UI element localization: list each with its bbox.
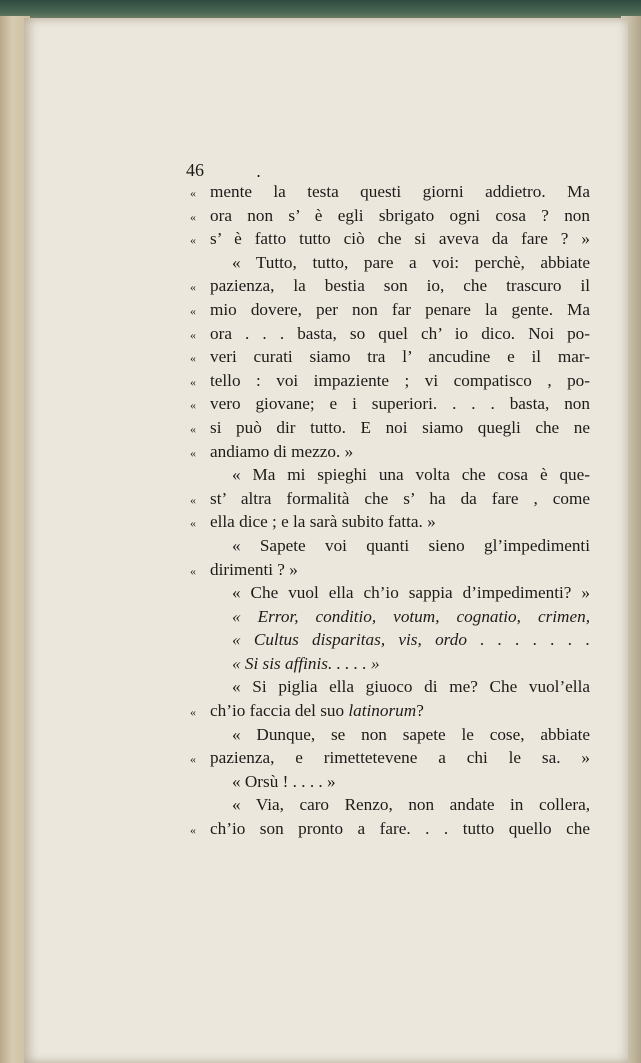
quote-mark: «: [190, 186, 196, 200]
text-line: [190, 416, 590, 440]
text-line: [190, 322, 590, 346]
line-text: « Ma mi spieghi una volta che cosa è que-: [232, 465, 590, 485]
line-text: « Cultus disparitas, vis, ordo . . . . . . .: [232, 630, 590, 650]
text-line: [190, 746, 590, 770]
text-line: [190, 581, 590, 605]
text-line: [190, 251, 590, 275]
quote-mark: «: [190, 445, 196, 460]
text-line: [190, 510, 590, 534]
quote-mark: «: [190, 351, 196, 366]
line-text: ora . . . basta, so quel ch’ io dico. Noi po-: [210, 323, 590, 343]
line-text: mente la testa questi giorni addietro. Ma: [210, 182, 590, 201]
text-line: [190, 345, 590, 369]
quote-mark: «: [190, 233, 196, 248]
quote-mark: «: [190, 421, 196, 436]
text-line: [190, 817, 590, 841]
quote-mark: «: [190, 280, 196, 295]
line-text: pazienza, e rimettetevene a chi le sa. »: [210, 748, 590, 768]
text-line: [190, 652, 590, 676]
text-line: [190, 440, 590, 464]
quote-mark: «: [190, 374, 196, 389]
line-text: ch’io faccia del suo latinorum?: [210, 701, 424, 721]
line-text: si può dir tutto. E noi siamo quegli che ne: [210, 417, 590, 437]
text-line: [190, 723, 590, 747]
text-line: [190, 793, 590, 817]
page-number-dot: .: [256, 162, 262, 181]
line-text: s’ è fatto tutto ciò che si aveva da fare ? »: [210, 229, 590, 249]
line-text: « Dunque, se non sapete le cose, abbiate: [232, 724, 590, 744]
line-text: andiamo di mezzo. »: [210, 441, 354, 461]
text-line: [190, 298, 590, 322]
line-text: pazienza, la bestia son io, che trascuro il: [210, 276, 590, 296]
text-line: [190, 227, 590, 251]
line-text: tello : voi impaziente ; vi compatisco , po-: [210, 370, 590, 390]
text-line: [190, 675, 590, 699]
line-text: ora non s’ è egli sbrigato ogni cosa ? non: [210, 205, 590, 225]
line-text: mio dovere, per non far penare la gente. Ma: [210, 299, 590, 319]
quote-mark: «: [190, 327, 196, 342]
line-text: ch’io son pronto a fare. . . tutto quello che: [210, 819, 590, 839]
quote-mark: «: [190, 492, 196, 507]
italic-word: latinorum: [348, 701, 417, 721]
line-text: « Orsù ! . . . . »: [232, 771, 336, 791]
text-line: [190, 392, 590, 416]
text-line: [190, 369, 590, 393]
text-line: [190, 534, 590, 558]
text-line: [190, 770, 590, 794]
line-text: veri curati siamo tra l’ ancudine e il mar-: [210, 347, 590, 367]
quote-mark: «: [190, 705, 196, 720]
text-line: [190, 605, 590, 629]
line-text: « Error, conditio, votum, cognatio, crimen,: [232, 606, 590, 626]
line-text: « Si sis affinis. . . . . »: [232, 653, 380, 673]
line-text: st’ altra formalità che s’ ha da fare , come: [210, 488, 590, 508]
quote-mark: «: [190, 752, 196, 767]
line-text: ella dice ; e la sarà subito fatta. »: [210, 512, 436, 532]
quote-mark: «: [190, 823, 196, 838]
text-line: [190, 274, 590, 298]
text-line: [190, 699, 590, 723]
quote-mark: «: [190, 398, 196, 413]
line-text: « Si piglia ella giuoco di me? Che vuol’ella: [232, 677, 590, 697]
text-line: [190, 204, 590, 228]
line-text: « Via, caro Renzo, non andate in collera,: [232, 795, 590, 815]
quote-mark: «: [190, 516, 196, 531]
text-line: [190, 487, 590, 511]
line-text: « Sapete voi quanti sieno gl’impedimenti: [232, 535, 590, 555]
text-line: [190, 628, 590, 652]
quote-mark: «: [190, 209, 196, 224]
quote-mark: «: [190, 303, 196, 318]
text-line: [190, 180, 590, 204]
text-line: [190, 558, 590, 582]
line-text: vero giovane; e i superiori. . . . basta, non: [210, 394, 590, 414]
quote-mark: «: [190, 563, 196, 578]
text-line: [190, 463, 590, 487]
line-text: dirimenti ? »: [210, 559, 298, 579]
line-text: « Tutto, tutto, pare a voi: perchè, abbiate: [232, 252, 590, 272]
page-number: 46: [186, 160, 204, 180]
body-text: [190, 180, 590, 841]
line-text: « Che vuol ella ch’io sappia d’impedimenti? »: [232, 583, 590, 603]
